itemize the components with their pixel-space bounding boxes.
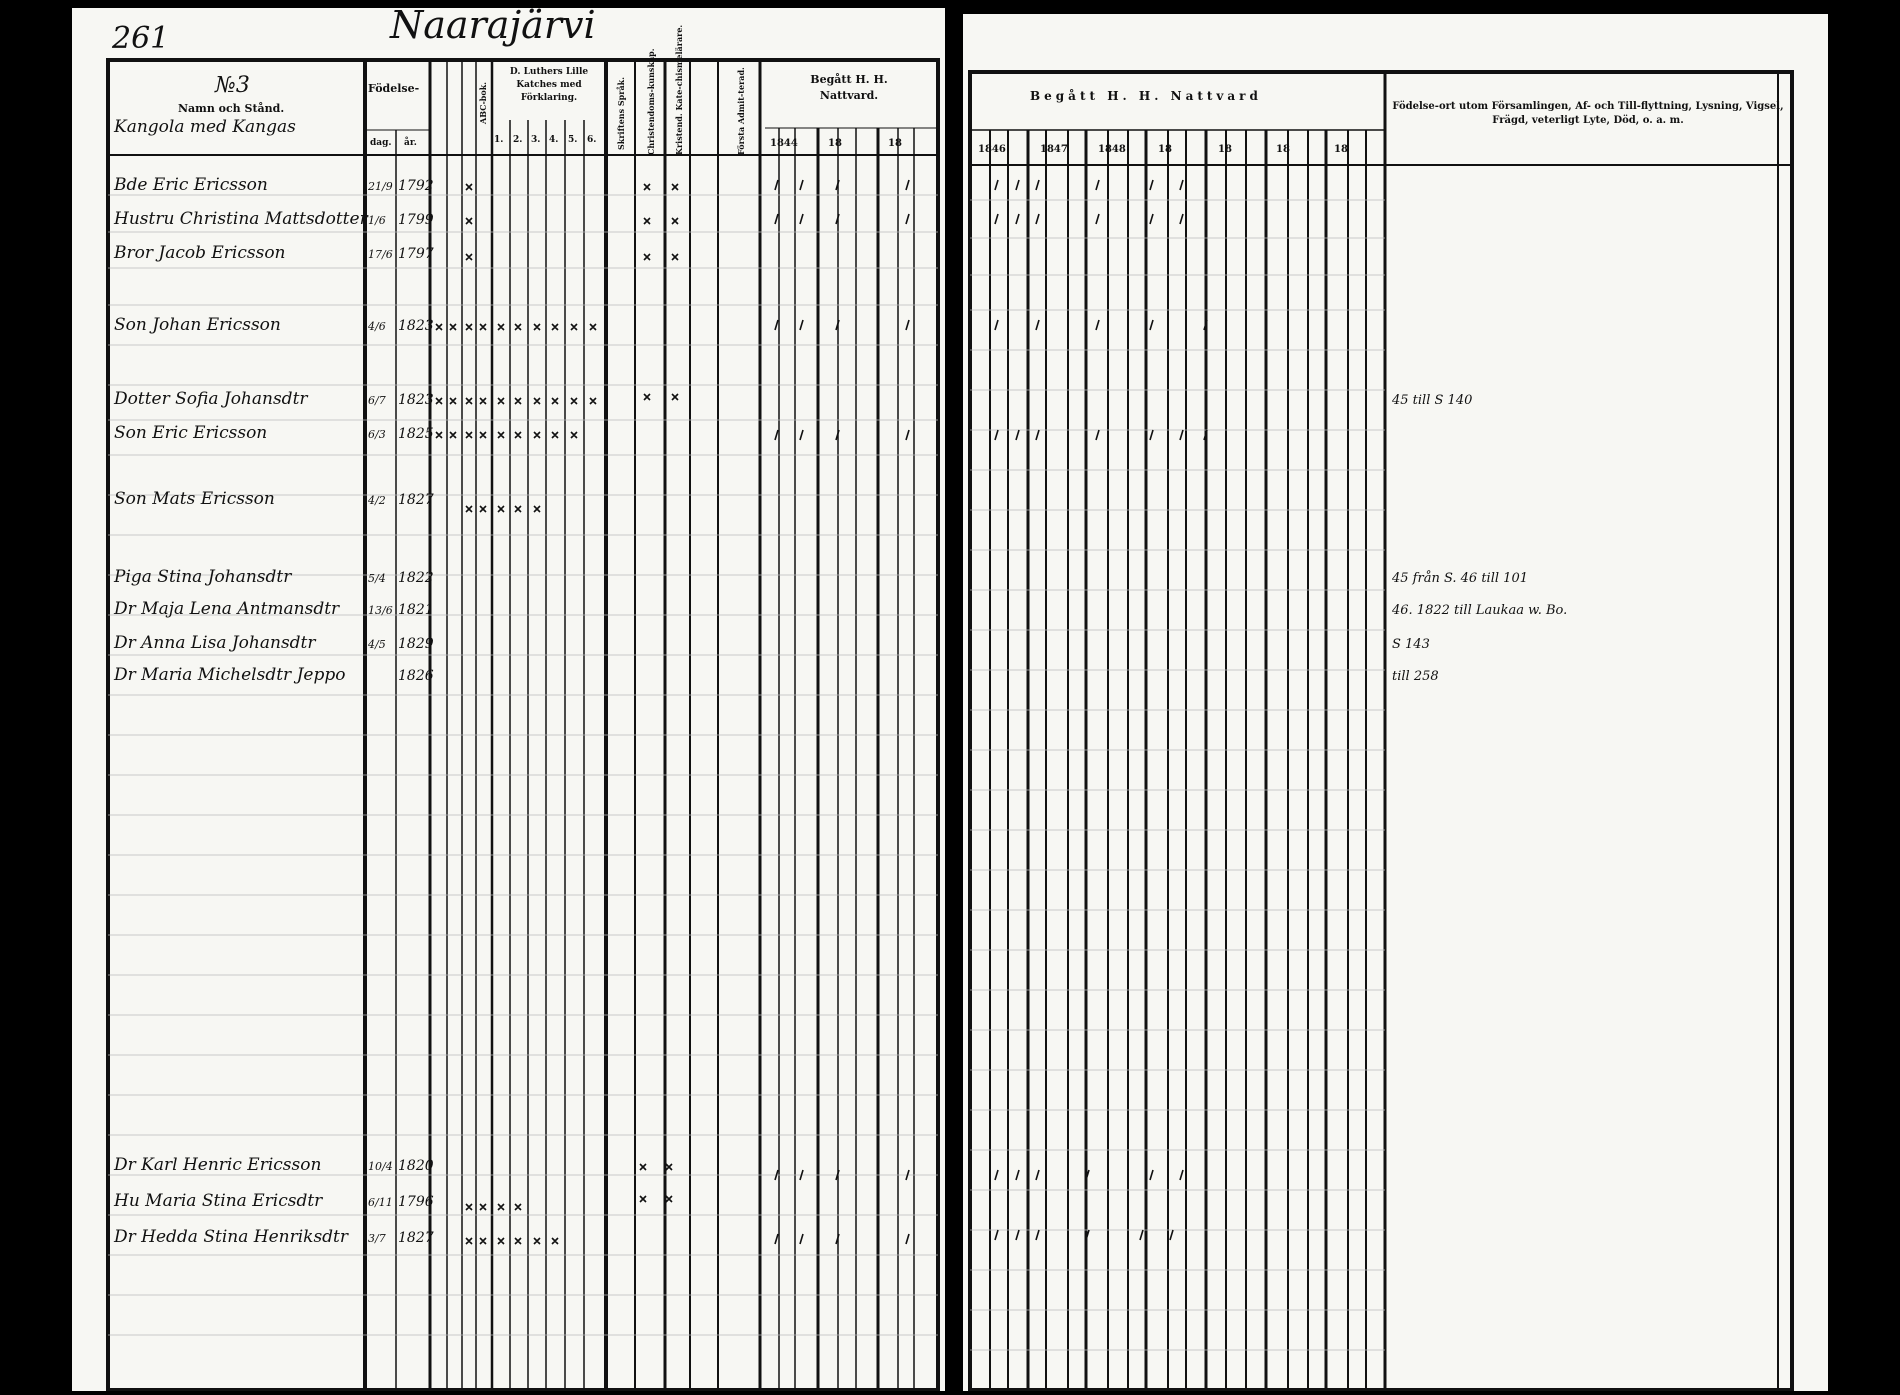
entry-name: Son Johan Ericsson — [114, 315, 281, 335]
entry-note: 45 till S 140 — [1392, 393, 1473, 408]
entry-birth-year: 1799 — [398, 212, 434, 228]
svg-text:1.: 1. — [494, 135, 504, 145]
entry-birth-day: 1/6 — [368, 214, 386, 227]
svg-text:2.: 2. — [513, 135, 523, 145]
right-page — [958, 14, 1828, 1391]
entry-name: Dr Maja Lena Antmansdtr — [114, 599, 340, 619]
village-name: Kangola med Kangas — [114, 117, 296, 137]
entry-birth-day: 10/4 — [368, 1160, 393, 1173]
parish-heading: Naarajärvi — [390, 3, 596, 47]
entry-birth-day: 3/7 — [368, 1232, 386, 1245]
header-communion-right: Begått H. H. Nattvard — [1030, 89, 1262, 103]
header-name: Namn och Stånd. — [178, 102, 285, 115]
entry-birth-year: 1825 — [398, 426, 434, 442]
svg-text:1844: 1844 — [770, 138, 798, 149]
folio-number: 261 — [112, 21, 170, 56]
entry-birth-day: 4/2 — [368, 494, 386, 507]
entry-name: Dr Maria Michelsdtr Jeppo — [114, 665, 346, 685]
entry-birth-year: 1796 — [398, 1194, 434, 1210]
entry-birth-day: 6/3 — [368, 428, 386, 441]
entry-birth-day: 4/6 — [368, 320, 386, 333]
book-spine — [945, 0, 963, 1391]
header-abc: ABC-bok. — [478, 81, 488, 124]
entry-name: Bde Eric Ericsson — [114, 175, 268, 195]
header-notes: Födelse-ort utom Församlingen, Af- och Till-flyttning, Lysning, Vigsel, Frägd, veterligt Lyte, Död, o. a. m. — [1392, 101, 1784, 126]
svg-text:1848: 1848 — [1098, 144, 1126, 155]
header-notes-box — [1388, 100, 1788, 146]
svg-text:5.: 5. — [568, 135, 578, 145]
entry-name: Dotter Sofia Johansdtr — [114, 389, 308, 409]
svg-text:6.: 6. — [587, 135, 597, 145]
header-birth-day: dag. — [370, 138, 392, 148]
svg-text:1847: 1847 — [1040, 144, 1068, 155]
entry-name: Piga Stina Johansdtr — [114, 567, 292, 587]
entry-birth-day: 17/6 — [368, 248, 393, 261]
header-catechism-box — [494, 66, 604, 120]
entry-note: 46. 1822 till Laukaa w. Bo. — [1392, 603, 1568, 618]
svg-text:1846: 1846 — [978, 144, 1006, 155]
entry-birth-year: 1827 — [398, 492, 434, 508]
svg-text:18: 18 — [888, 138, 902, 149]
svg-text:18: 18 — [1334, 144, 1348, 155]
entry-name: Son Eric Ericsson — [114, 423, 268, 443]
svg-text:18: 18 — [1158, 144, 1172, 155]
household-number: №3 — [215, 73, 250, 98]
entry-birth-day: 4/5 — [368, 638, 386, 651]
entry-name: Dr Anna Lisa Johansdtr — [114, 633, 316, 653]
svg-text:4.: 4. — [549, 135, 559, 145]
entry-birth-year: 1792 — [398, 178, 434, 194]
header-birth-year: år. — [404, 138, 417, 148]
entry-birth-day: 21/9 — [368, 180, 393, 193]
entry-birth-year: 1829 — [398, 636, 434, 652]
entry-birth-day: 13/6 — [368, 604, 393, 617]
entry-birth-year: 1821 — [398, 602, 434, 618]
svg-text:18: 18 — [1218, 144, 1232, 155]
header-birth: Födelse- — [368, 82, 420, 95]
entry-birth-day: 6/11 — [368, 1196, 393, 1209]
entry-birth-year: 1820 — [398, 1158, 434, 1174]
entry-birth-year: 1827 — [398, 1230, 434, 1246]
entry-name: Bror Jacob Ericsson — [114, 243, 286, 263]
entry-name: Hu Maria Stina Ericsdtr — [114, 1191, 323, 1211]
svg-text:18: 18 — [828, 138, 842, 149]
header-admitted: Första Admit-terad. — [736, 67, 746, 155]
header-written-proof: Skriftens Språk. — [616, 76, 626, 150]
entry-note: S 143 — [1392, 637, 1430, 652]
header-catechism-pupil: Kristend. Kate-chismelärare. — [674, 24, 684, 155]
entry-birth-day: 5/4 — [368, 572, 386, 585]
svg-text:18: 18 — [1276, 144, 1290, 155]
header-communion-left: Begått H. H. Nattvard. — [810, 73, 888, 102]
header-christian-teaching: Christendoms-kunskap. — [646, 48, 656, 155]
header-communion-left-box — [764, 72, 934, 124]
entry-birth-day: 6/7 — [368, 394, 386, 407]
svg-text:3.: 3. — [531, 135, 541, 145]
right-edge-shadow — [1828, 0, 1900, 1391]
entry-birth-year: 1826 — [398, 668, 434, 684]
entry-name: Son Mats Ericsson — [114, 489, 275, 509]
entry-birth-year: 1823 — [398, 392, 434, 408]
entry-birth-year: 1797 — [398, 246, 434, 262]
entry-note: till 258 — [1392, 669, 1439, 684]
entry-name: Dr Karl Henric Ericsson — [114, 1155, 322, 1175]
entry-birth-year: 1822 — [398, 570, 434, 586]
header-catechism: D. Luthers Lille Katches med Förklaring. — [509, 67, 589, 103]
entry-name: Hustru Christina Mattsdotter — [114, 209, 368, 229]
entry-name: Dr Hedda Stina Henriksdtr — [114, 1227, 349, 1247]
entry-note: 45 från S. 46 till 101 — [1392, 571, 1528, 586]
left-edge-shadow — [0, 0, 72, 1391]
entry-birth-year: 1823 — [398, 318, 434, 334]
